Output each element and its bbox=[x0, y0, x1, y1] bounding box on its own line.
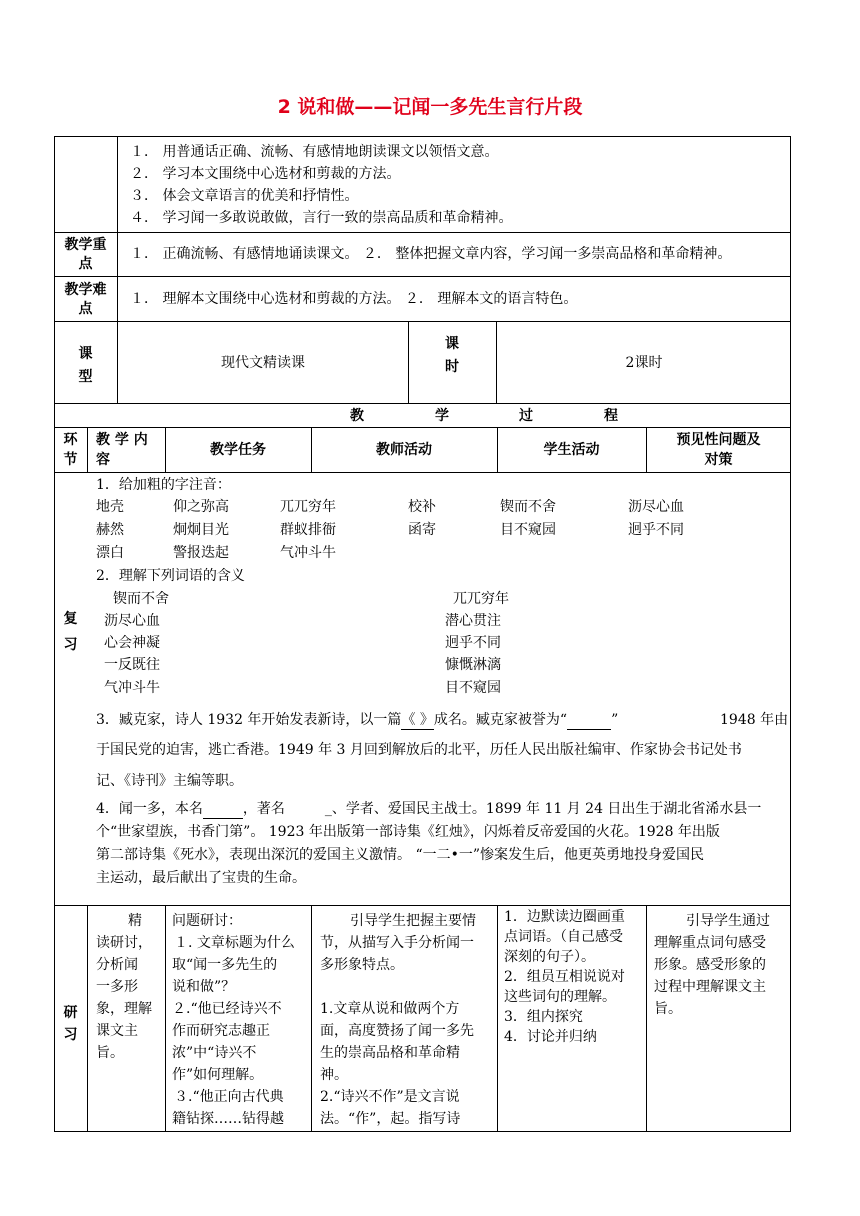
study-content-line: 象，理解 bbox=[96, 1001, 152, 1017]
study-preview-line: 过程中理解课文主 bbox=[654, 979, 766, 995]
study-student-line: 深刻的句子）。 bbox=[504, 949, 595, 965]
process-heading-char: 过 bbox=[519, 408, 533, 424]
study-teacher-line: 多形象特点。 bbox=[320, 957, 404, 973]
vocab-term: 慷慨淋漓 bbox=[445, 657, 501, 673]
study-task-line: ２.“他已经诗兴不 bbox=[172, 1001, 282, 1017]
column-header-student: 学生活动 bbox=[543, 442, 600, 458]
process-heading-char: 学 bbox=[435, 408, 449, 424]
q3-blank bbox=[567, 711, 611, 730]
pinyin-word: 沥尽心血 bbox=[628, 499, 684, 515]
study-teacher-line: 2.“诗兴不作”是文言说 bbox=[320, 1089, 460, 1105]
study-teacher-line: 生的崇高品格和革命精 bbox=[320, 1045, 460, 1061]
study-task-line: 说和做”？ bbox=[172, 979, 236, 995]
column-header-content: 教 学 内 bbox=[96, 432, 148, 448]
vocab-term: 迥乎不同 bbox=[445, 635, 501, 651]
column-header-task: 教学任务 bbox=[210, 442, 266, 458]
difficulties-text: １． 理解本文围绕中心选材和剪裁的方法。 ２． 理解本文的语言特色。 bbox=[130, 291, 578, 307]
q3-text: ” bbox=[611, 712, 619, 728]
vocab-term: 潜心贯注 bbox=[445, 613, 501, 629]
review-question-4 bbox=[96, 800, 761, 819]
column-header-preview: 对策 bbox=[704, 452, 733, 468]
q4-text: 主运动，最后献出了宝贵的生命。 bbox=[96, 870, 306, 886]
pinyin-word: 赫然 bbox=[96, 522, 124, 538]
key-points-label: 点 bbox=[78, 256, 93, 272]
study-task-line: 籍钻探……钻得越 bbox=[172, 1111, 284, 1127]
pinyin-word: 兀兀穷年 bbox=[280, 499, 336, 515]
class-hours-value: 2课时 bbox=[625, 355, 663, 371]
row-divider bbox=[54, 321, 791, 322]
course-type-label: 课 bbox=[78, 346, 93, 362]
study-content-line: 分析闻 bbox=[96, 957, 138, 973]
study-teacher-line: 节，从描写入手分析闻一 bbox=[320, 935, 474, 951]
key-points-label: 教学重 bbox=[64, 237, 107, 253]
pinyin-word: 函寄 bbox=[408, 522, 436, 538]
col-divider bbox=[646, 905, 647, 1132]
q3-text: 记、《诗刊》主编等职。 bbox=[96, 773, 243, 789]
study-content-line: 旨。 bbox=[96, 1045, 124, 1061]
pinyin-word: 锲而不舍 bbox=[500, 499, 556, 515]
q3-text: 3．臧克家，诗人 1932 年开始发表新诗，以一篇 bbox=[96, 712, 402, 728]
column-header-content: 容 bbox=[96, 452, 110, 468]
pinyin-word: 地壳 bbox=[96, 499, 124, 515]
course-type-value: 现代文精读课 bbox=[221, 355, 305, 371]
q4-text: ，著名 bbox=[242, 801, 285, 817]
course-type-label: 型 bbox=[78, 369, 93, 385]
pinyin-word: 群蚁排衙 bbox=[280, 522, 336, 538]
objective-item: ３． 体会文章语言的优美和抒情性。 bbox=[130, 188, 359, 204]
class-hours-label: 时 bbox=[445, 359, 459, 375]
pinyin-word: 警报迭起 bbox=[173, 545, 229, 561]
review-label: 习 bbox=[63, 637, 78, 653]
study-task-line: 作”如何理解。 bbox=[172, 1067, 264, 1083]
study-content-line: 精 bbox=[128, 913, 142, 929]
q4-text: 4．闻一多，本名 bbox=[96, 801, 203, 817]
study-teacher-line: 面，高度赞扬了闻一多先 bbox=[320, 1023, 474, 1039]
vocab-term: 一反既往 bbox=[104, 657, 160, 673]
vocab-term: 沥尽心血 bbox=[104, 613, 160, 629]
study-preview-line: 理解重点词句感受 bbox=[654, 935, 766, 951]
vocab-term: 锲而不舍 bbox=[113, 591, 169, 607]
page-title: 2 说和做——记闻一多先生言行片段 bbox=[277, 96, 583, 118]
difficulties-label: 点 bbox=[78, 301, 93, 317]
study-teacher-line: 1.文章从说和做两个方 bbox=[320, 1001, 460, 1017]
objective-item: ４． 学习闻一多敢说敢做，言行一致的崇高品质和革命精神。 bbox=[130, 210, 513, 226]
study-preview-line: 形象。感受形象的 bbox=[654, 957, 766, 973]
review-question-2: 2．理解下列词语的含义 bbox=[96, 568, 245, 584]
pinyin-word: 校补 bbox=[408, 499, 436, 515]
q3-text: 成名。臧克家被誉为“ bbox=[433, 712, 568, 728]
q3-blank: 《 》 bbox=[401, 712, 434, 728]
study-content-line: 一多形 bbox=[96, 979, 138, 995]
col-divider bbox=[87, 427, 88, 472]
q4-gap bbox=[285, 800, 325, 818]
vocab-term: 兀兀穷年 bbox=[453, 591, 509, 607]
column-header-link: 环 bbox=[63, 432, 78, 448]
review-question-1: 1．给加粗的字注音： bbox=[96, 477, 231, 493]
study-teacher-line: 神。 bbox=[320, 1067, 348, 1083]
study-task-line: 取“闻一多先生的 bbox=[172, 957, 278, 973]
difficulties-label: 教学难 bbox=[64, 282, 107, 298]
study-student-line: 4．讨论并归纳 bbox=[504, 1029, 597, 1045]
q4-blank bbox=[203, 800, 243, 819]
pinyin-word: 漂白 bbox=[96, 545, 124, 561]
study-task-line: 问题研讨： bbox=[172, 913, 242, 929]
row-divider bbox=[54, 276, 791, 277]
study-task-line: 浓”中“诗兴不 bbox=[172, 1045, 257, 1061]
pinyin-word: 气冲斗牛 bbox=[280, 545, 336, 561]
row-divider bbox=[54, 472, 791, 473]
study-preview-line: 引导学生通过 bbox=[686, 913, 770, 929]
key-points-text: １． 正确流畅、有感情地诵读课文。 ２． 整体把握文章内容，学习闻一多崇高品格和革命精神。 bbox=[130, 246, 732, 262]
col-divider bbox=[311, 905, 312, 1132]
column-header-preview: 预见性问题及 bbox=[676, 432, 761, 448]
study-task-line: １. 文章标题为什么 bbox=[174, 935, 295, 951]
row-divider bbox=[54, 403, 791, 404]
pinyin-word: 仰之弥高 bbox=[173, 499, 229, 515]
class-hours-label: 课 bbox=[445, 336, 459, 352]
pinyin-word: 迥乎不同 bbox=[628, 522, 684, 538]
study-student-line: 2．组员互相说说对 bbox=[504, 969, 625, 985]
vocab-term: 目不窥园 bbox=[445, 680, 501, 696]
row-divider bbox=[54, 232, 791, 233]
study-task-line: ３.“他正向古代典 bbox=[174, 1089, 284, 1105]
col-divider bbox=[165, 905, 166, 1132]
study-student-line: 点词语。（自己感受 bbox=[504, 929, 623, 945]
column-header-teacher: 教师活动 bbox=[376, 442, 432, 458]
study-student-line: 1．边默读边圈画重 bbox=[504, 909, 625, 925]
study-label: 研 bbox=[63, 1005, 78, 1021]
study-student-line: 3．组内探究 bbox=[504, 1009, 583, 1025]
q3-text: 1948 年由 bbox=[720, 712, 789, 728]
column-header-link: 节 bbox=[63, 452, 78, 468]
pinyin-word: 炯炯目光 bbox=[173, 522, 229, 538]
study-student-line: 这些词句的理解。 bbox=[504, 989, 616, 1005]
col-divider bbox=[497, 905, 498, 1132]
col-divider bbox=[87, 905, 88, 1132]
pinyin-word: 目不窥园 bbox=[500, 522, 556, 538]
study-task-line: 作而研究志趣正 bbox=[172, 1023, 270, 1039]
study-teacher-line: 引导学生把握主要情 bbox=[350, 913, 476, 929]
vocab-term: 心会神凝 bbox=[104, 635, 160, 651]
objective-item: ２． 学习本文围绕中心选材和剪裁的方法。 bbox=[130, 166, 401, 182]
q4-text: 第二部诗集《死水》，表现出深沉的爱国主义激情。 “一二•一”惨案发生后，他更英勇地投身爱国民 bbox=[96, 847, 705, 863]
q4-text: _、学者、爱国民主战士。1899 年 11 月 24 日出生于湖北省浠水县一 bbox=[324, 801, 762, 817]
review-label: 复 bbox=[63, 611, 78, 627]
q3-text: 于国民党的迫害，逃亡香港。1949 年 3 月回到解放后的北平，历任人民出版社编审、作家协会书记处书 bbox=[96, 742, 742, 758]
study-preview-line: 旨。 bbox=[654, 1001, 682, 1017]
process-heading-char: 教 bbox=[350, 408, 364, 424]
review-question-3 bbox=[96, 711, 618, 730]
study-label: 习 bbox=[63, 1027, 78, 1043]
study-content-line: 课文主 bbox=[96, 1023, 138, 1039]
study-content-line: 读研讨， bbox=[96, 935, 152, 951]
process-heading-char: 程 bbox=[604, 408, 618, 424]
objective-item: １． 用普通话正确、流畅、有感情地朗读课文以领悟文意。 bbox=[130, 144, 499, 160]
study-teacher-line: 法。“作”，起。指写诗 bbox=[320, 1111, 461, 1127]
q4-text: 个“世家望族，书香门第”。 1923 年出版第一部诗集《红烛》，闪烁着反帝爱国的火花。1928 年出版 bbox=[96, 824, 720, 840]
vocab-term: 气冲斗牛 bbox=[104, 680, 160, 696]
